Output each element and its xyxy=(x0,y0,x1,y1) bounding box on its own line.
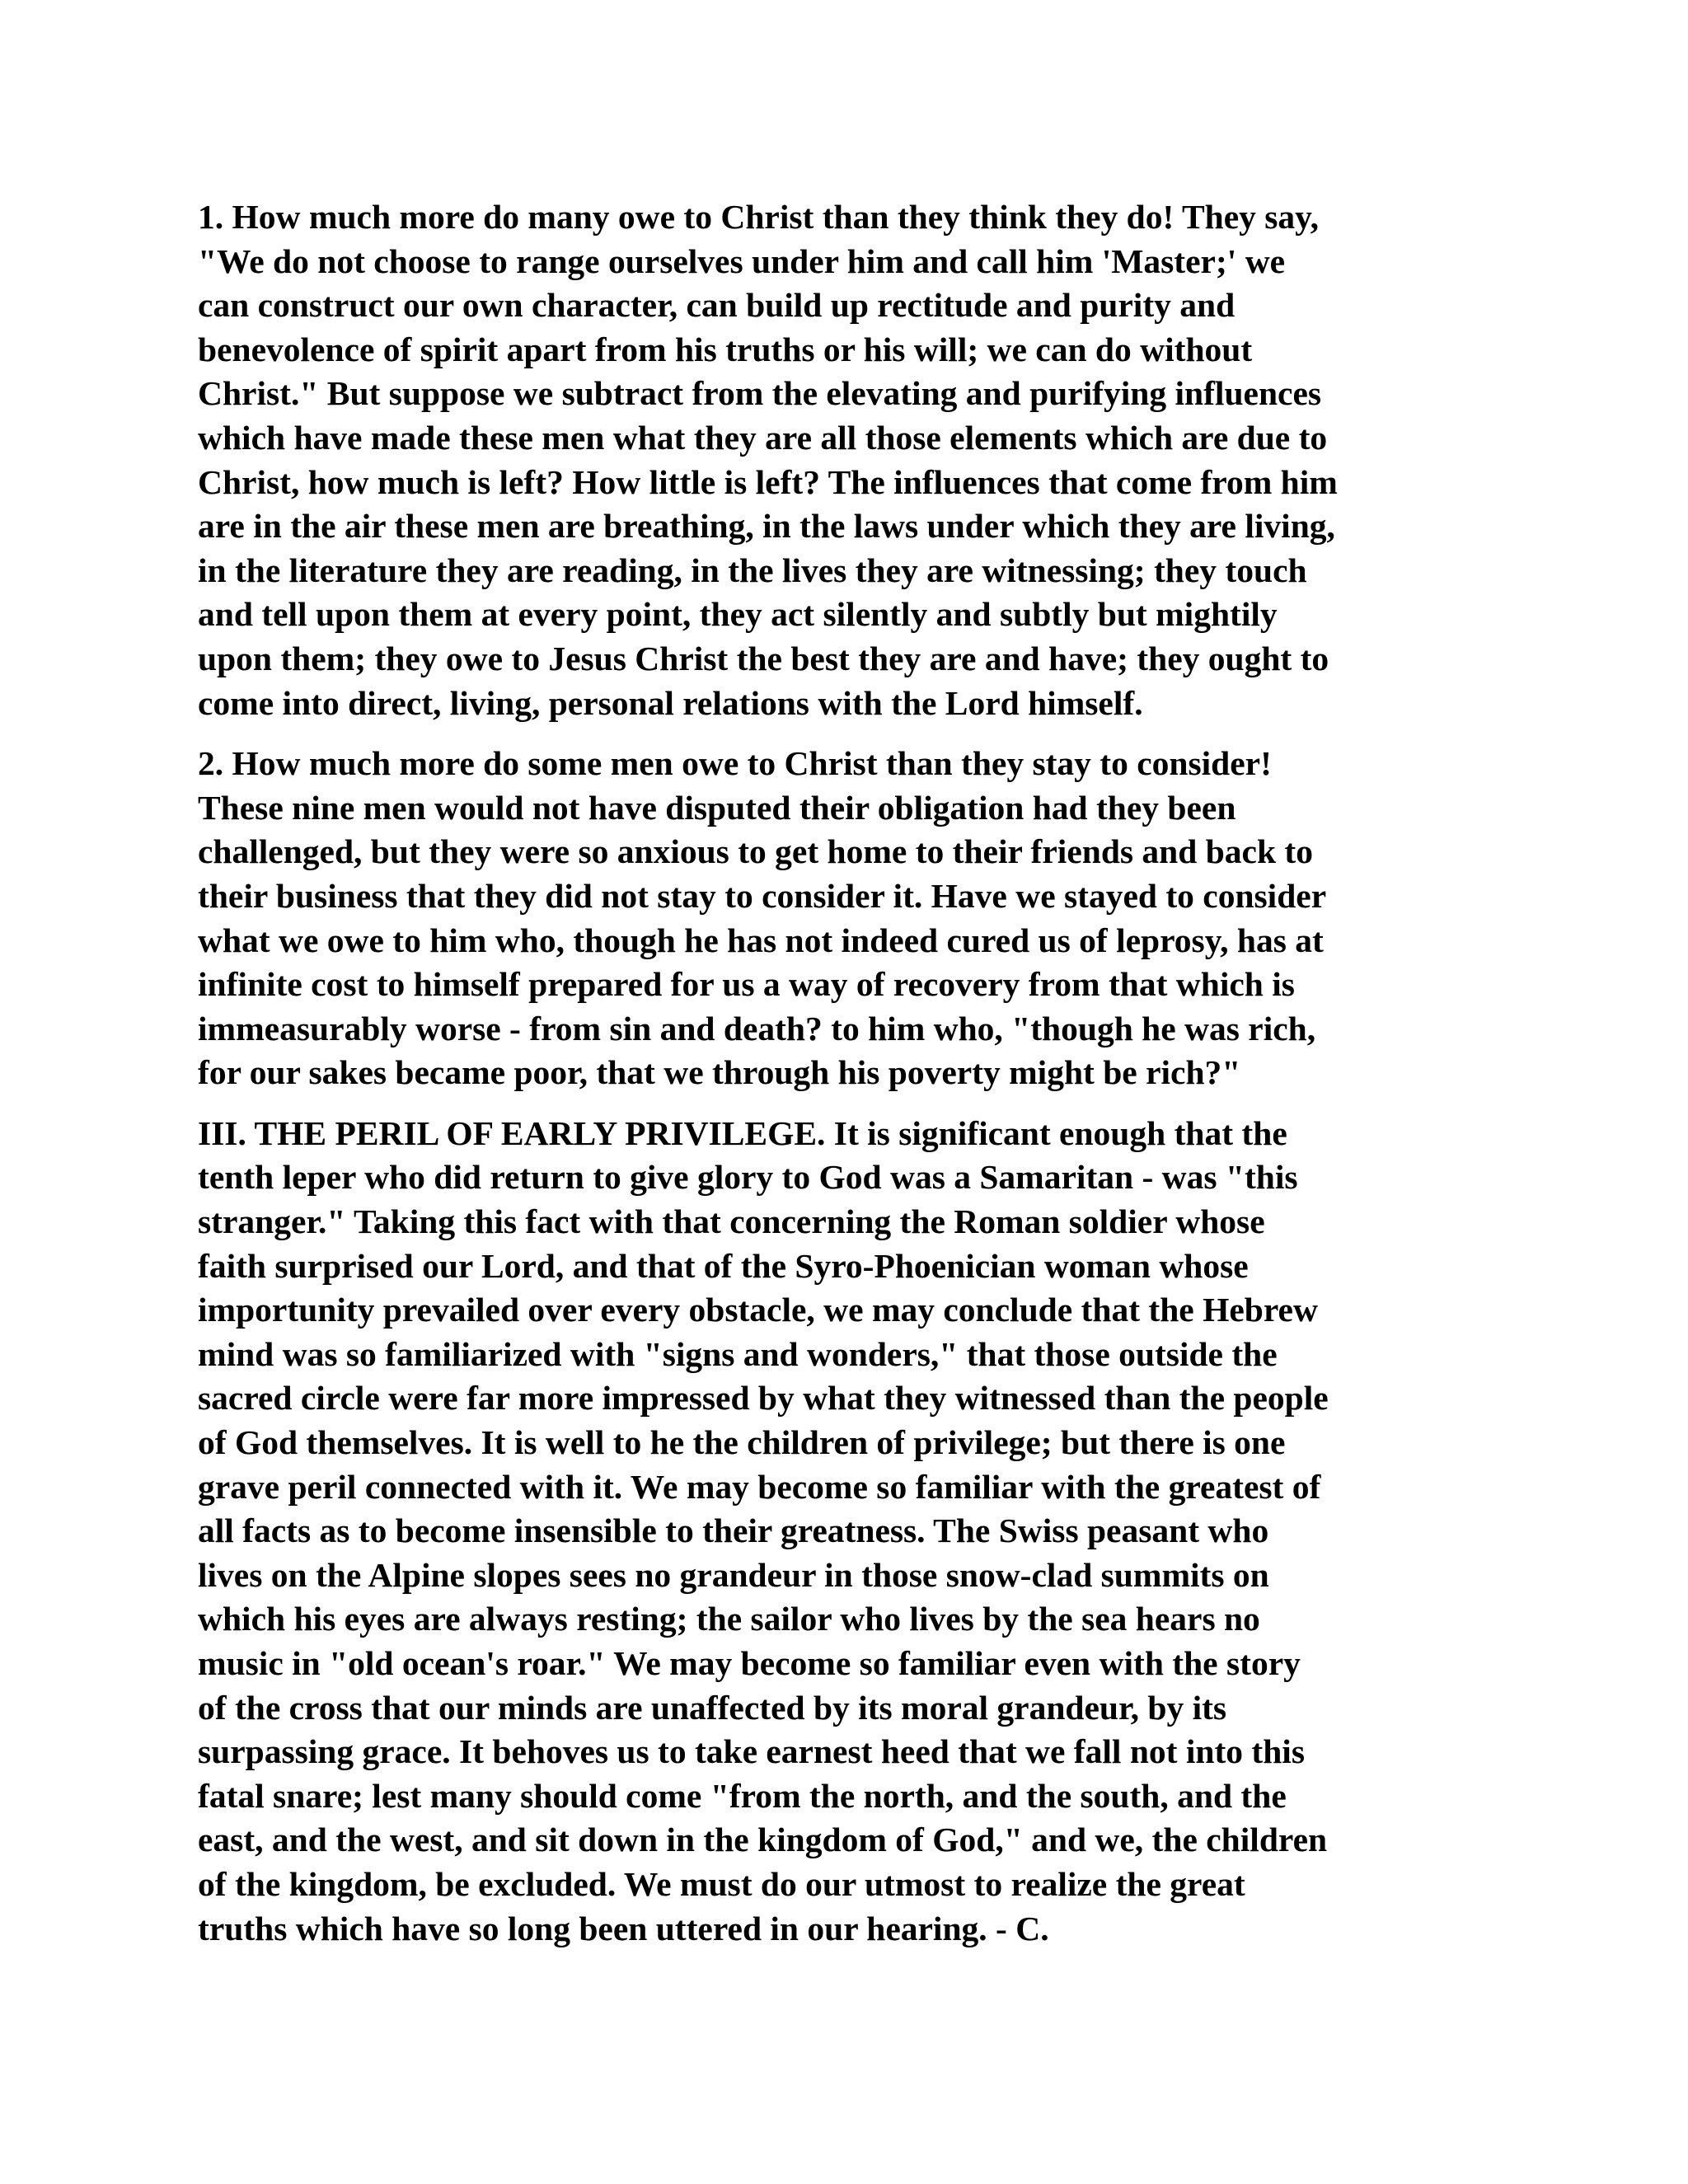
text-line: in the literature they are reading, in the lives they are witnessing; they touch xyxy=(198,551,1307,589)
text-line: tenth leper who did return to give glory to God was a Samaritan - was "this xyxy=(198,1158,1298,1197)
document-body xyxy=(198,195,1484,1967)
text-line: mind was so familiarized with "signs and wonders," that those outside the xyxy=(198,1334,1278,1373)
text-line: east, and the west, and sit down in the kingdom of God," and we, the children xyxy=(198,1821,1328,1859)
text-line: which his eyes are always resting; the sailor who lives by the sea hears no xyxy=(198,1600,1260,1638)
text-line: III. THE PERIL OF EARLY PRIVILEGE. It is significant enough that the xyxy=(198,1113,1287,1152)
text-line: immeasurably worse - from sin and death? to him who, "though he was rich, xyxy=(198,1009,1316,1047)
text-line: all facts as to become insensible to their greatness. The Swiss peasant who xyxy=(198,1511,1269,1550)
text-line: Christ, how much is left? How little is left? The influences that come from him xyxy=(198,462,1338,501)
text-line: fatal snare; lest many should come "from the north, and the south, and the xyxy=(198,1776,1287,1815)
text-line: benevolence of spirit apart from his truths or his will; we can do without xyxy=(198,330,1253,368)
text-line: of God themselves. It is well to he the children of privilege; but there is one xyxy=(198,1423,1286,1462)
text-line: grave peril connected with it. We may become so familiar with the greatest of xyxy=(198,1467,1321,1506)
text-line: Christ." But suppose we subtract from the elevating and purifying influences xyxy=(198,374,1322,413)
text-line: surpassing grace. It behoves us to take earnest heed that we fall not into this xyxy=(198,1732,1305,1771)
paragraph-3 xyxy=(198,1112,1484,1951)
text-line: are in the air these men are breathing, in the laws under which they are living, xyxy=(198,507,1335,546)
text-line: These nine men would not have disputed their obligation had they been xyxy=(198,788,1236,827)
text-line: upon them; they owe to Jesus Christ the best they are and have; they ought to xyxy=(198,639,1329,677)
text-line: 1. How much more do many owe to Christ than they think they do! They say, xyxy=(198,198,1319,236)
paragraph-1 xyxy=(198,195,1484,725)
text-line: come into direct, living, personal relations with the Lord himself. xyxy=(198,683,1143,722)
text-line: of the cross that our minds are unaffected by its moral grandeur, by its xyxy=(198,1688,1227,1727)
text-line: importunity prevailed over every obstacle, we may conclude that the Hebrew xyxy=(198,1291,1318,1329)
text-line: truths which have so long been uttered in our hearing. - C. xyxy=(198,1909,1049,1947)
text-line: faith surprised our Lord, and that of the Syro-Phoenician woman whose xyxy=(198,1246,1249,1285)
text-line: for our sakes became poor, that we through his poverty might be rich?" xyxy=(198,1053,1241,1092)
text-line: what we owe to him who, though he has not indeed cured us of leprosy, has at xyxy=(198,921,1324,959)
text-line: can construct our own character, can build up rectitude and purity and xyxy=(198,286,1236,325)
text-line: stranger." Taking this fact with that concerning the Roman soldier whose xyxy=(198,1202,1265,1241)
text-line: sacred circle were far more impressed by what they witnessed than the people xyxy=(198,1379,1329,1418)
paragraph-2 xyxy=(198,742,1484,1095)
text-line: "We do not choose to range ourselves under him and call him 'Master;' we xyxy=(198,241,1286,280)
text-line: lives on the Alpine slopes sees no grandeur in those snow-clad summits on xyxy=(198,1555,1269,1594)
text-line: music in "old ocean's roar." We may become so familiar even with the story xyxy=(198,1644,1301,1682)
text-line: infinite cost to himself prepared for us a way of recovery from that which is xyxy=(198,965,1295,1004)
text-line: 2. How much more do some men owe to Christ than they stay to consider! xyxy=(198,744,1272,783)
text-line: their business that they did not stay to consider it. Have we stayed to consider xyxy=(198,876,1327,915)
text-line: of the kingdom, be excluded. We must do our utmost to realize the great xyxy=(198,1864,1245,1903)
text-line: which have made these men what they are all those elements which are due to xyxy=(198,418,1328,457)
text-line: and tell upon them at every point, they act silently and subtly but mightily xyxy=(198,595,1278,634)
text-line: challenged, but they were so anxious to get home to their friends and back to xyxy=(198,832,1313,871)
